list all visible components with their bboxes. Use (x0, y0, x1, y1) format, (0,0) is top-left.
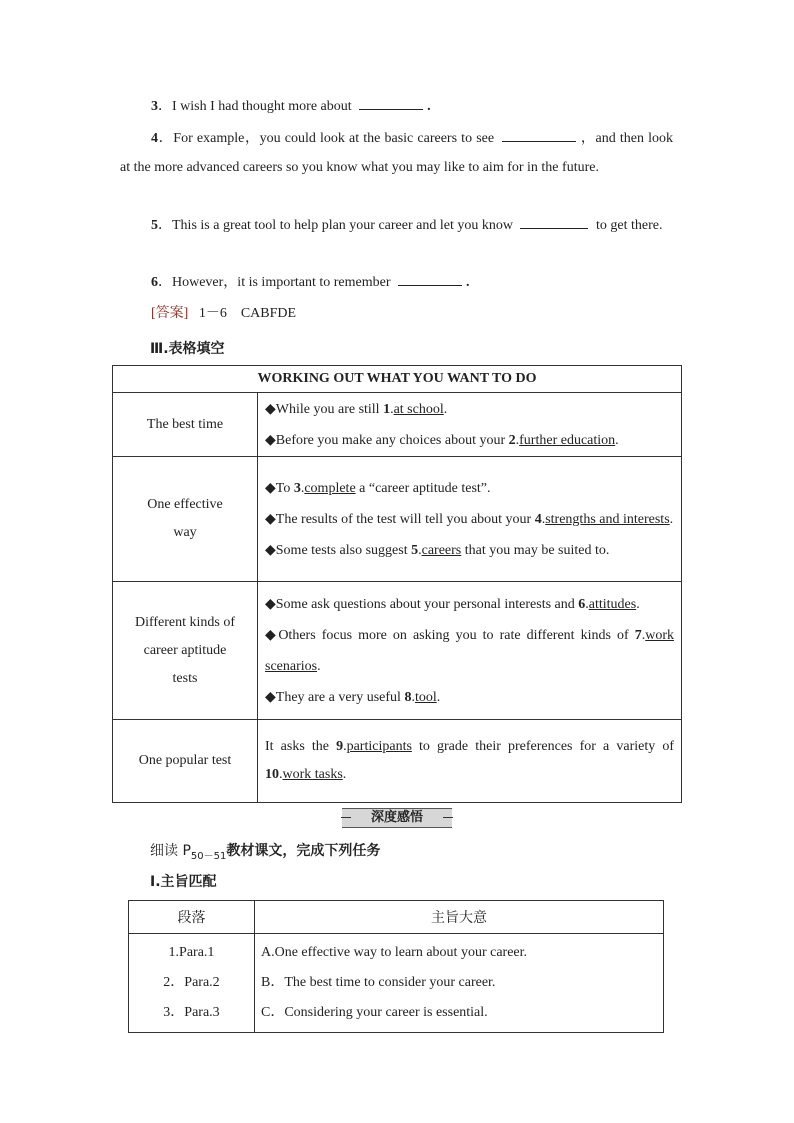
question-3: 3．I wish I had thought more about . (120, 93, 673, 121)
question-5: 5．This is a great tool to help plan your career and let you know to get there. (120, 211, 673, 240)
answer-blank (359, 95, 423, 110)
answer-blank (520, 214, 588, 229)
row-content: ◆Some ask questions about your personal interests and 6.attitudes. ◆Others focus more on asking you to rate different kinds of 7.work scenarios. ◆They are a very useful 8.tool. (258, 582, 682, 720)
header-main-idea: 主旨大意 (255, 901, 664, 934)
list-item: 3．Para.3 (163, 1005, 220, 1020)
row-content: ◆To 3.complete a “career aptitude test”. ◆The results of the test will tell you about your 4.strengths and interests. ◆Some tests also suggest 5.careers that you may be suited to. (258, 457, 682, 582)
row-label: One effective way (113, 457, 258, 582)
answer-key-label: [答案] (151, 306, 189, 321)
answer-range: 1－6 (198, 306, 227, 321)
table-header: WORKING OUT WHAT YOU WANT TO DO (113, 366, 682, 393)
list-item: C．Considering your career is essential. (261, 1005, 488, 1020)
row-label: The best time (113, 393, 258, 457)
question-6: 6．However，it is important to remember . (120, 269, 673, 297)
list-item: B．The best time to consider your career. (261, 975, 496, 990)
row-content: ◆While you are still 1.at school. ◆Before you make any choices about your 2.further education. (258, 393, 682, 457)
table-row (113, 393, 682, 457)
section-1-title: Ⅰ.主旨匹配 (150, 874, 217, 890)
list-item: A.One effective way to learn about your career. (261, 945, 528, 960)
list-item: 1.Para.1 (168, 945, 215, 960)
answer-line (120, 300, 673, 328)
working-out-table (112, 365, 682, 803)
main-idea-table (128, 900, 664, 1033)
table-row (113, 457, 682, 582)
table-row (113, 720, 682, 803)
paragraph-column (129, 934, 255, 1033)
row-content: It asks the 9.participants to grade their preferences for a variety of 10.work tasks. (258, 720, 682, 803)
main-idea-column (255, 934, 664, 1033)
header-paragraph: 段落 (129, 901, 255, 934)
list-item: 2．Para.2 (163, 975, 220, 990)
answer-blank (502, 127, 576, 142)
row-label: Different kinds of career aptitude tests (113, 582, 258, 720)
section-3-title: Ⅲ.表格填空 (150, 341, 225, 357)
question-4: 4．For example，you could look at the basic careers to see ，and then look at the more advanced careers so you know what you may like to aim for in the future. (120, 124, 673, 182)
answer-value: CABFDE (240, 306, 297, 321)
section-banner: 深度感悟 (342, 808, 452, 828)
table-row (113, 582, 682, 720)
row-label: One popular test (113, 720, 258, 803)
task-instruction: 细读 $P_{50-51}$教材课文，完成下列任务 (150, 843, 381, 862)
answer-blank (398, 271, 462, 286)
